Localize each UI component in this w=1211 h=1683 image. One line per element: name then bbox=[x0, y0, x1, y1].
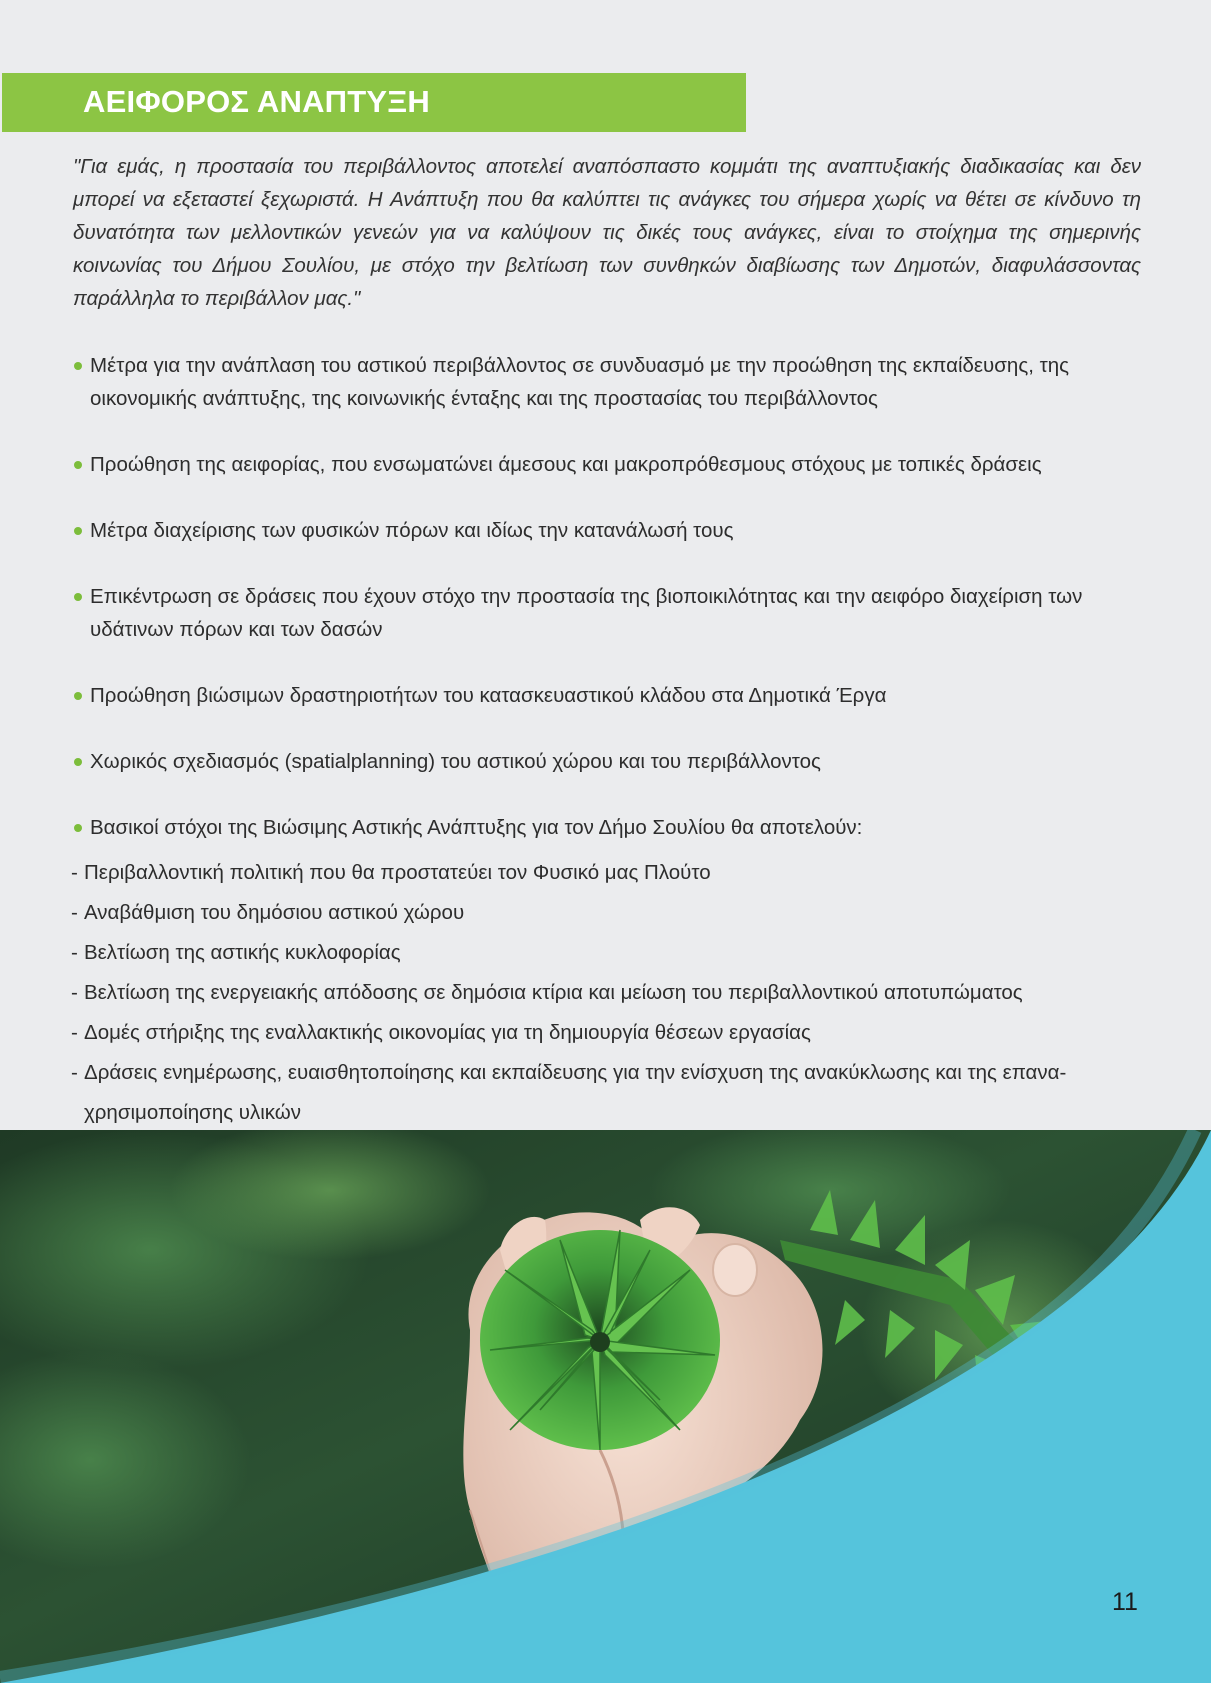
goal-item-text: Βελτίωση της ενεργειακής απόδοσης σε δημόσια κτίρια και μείωση του περιβαλλοντικού αποτυπώματος bbox=[84, 981, 1023, 1004]
intro-quote: "Για εμάς, η προστασία του περιβάλλοντος αποτελεί αναπόσπαστο κομμάτι της αναπτυξιακής διαδικασίας και δεν μπορεί να εξεταστεί ξεχωριστά. Η Ανάπτυξη που θα καλύπτει τις ανάγκες του σήμερα χωρίς να θέτει σε κίνδυνο τη δυνατότητα των μελλοντικών γενεών για να καλύψουν τις δικές τους ανάγκες, είναι το στοίχημα της σημερινής κοινωνίας του Δήμου Σουλίου, με στόχο την βελτίωση των συνθηκών διαβίωσης των Δημοτών, διαφυλάσσοντας παράλληλα το περιβάλλον μας." bbox=[73, 155, 1141, 310]
list-item-text: Χωρικός σχεδιασμός (spatialplanning) του αστικού χώρου και του περιβάλλοντος bbox=[90, 750, 821, 773]
goal-item bbox=[71, 1053, 1151, 1133]
list-item bbox=[73, 514, 1153, 547]
section-title: ΑΕΙΦΟΡΟΣ ΑΝΑΠΤΥΞΗ bbox=[83, 84, 430, 119]
list-item bbox=[73, 811, 1153, 844]
list-item-text: Μέτρα για την ανάπλαση του αστικού περιβάλλοντος σε συνδυασμό με την προώθηση της εκπαίδευσης, της οικονομικής ανάπτυξης, της κοινωνικής ένταξης και της προστασίας του περιβάλλοντος bbox=[90, 354, 1069, 410]
goal-item-text: Περιβαλλοντική πολιτική που θα προστατεύει τον Φυσικό μας Πλούτο bbox=[84, 861, 711, 884]
dash-marker: - bbox=[71, 861, 78, 884]
list-item bbox=[73, 448, 1153, 481]
green-dot-icon bbox=[74, 758, 82, 766]
goal-item bbox=[71, 893, 1151, 933]
hands-holding-plant-photo bbox=[0, 1130, 1211, 1683]
green-dot-icon bbox=[74, 362, 82, 370]
page-number: 11 bbox=[1112, 1588, 1138, 1616]
dash-marker: - bbox=[71, 1021, 78, 1044]
green-dot-icon bbox=[74, 527, 82, 535]
succulent-plant bbox=[480, 1230, 720, 1450]
measures-list bbox=[73, 349, 1153, 849]
list-item-text: Προώθηση της αειφορίας, που ενσωματώνει άμεσους και μακροπρόθεσμους στόχους με τοπικές δράσεις bbox=[90, 453, 1042, 476]
goal-item bbox=[71, 933, 1151, 973]
list-item-text: Βασικοί στόχοι της Βιώσιμης Αστικής Ανάπτυξης για τον Δήμο Σουλίου θα αποτελούν: bbox=[90, 816, 863, 839]
goal-item bbox=[71, 1013, 1151, 1053]
green-dot-icon bbox=[74, 824, 82, 832]
list-item bbox=[73, 745, 1153, 778]
goal-item bbox=[71, 973, 1151, 1013]
goal-item bbox=[71, 853, 1151, 893]
goal-item-text: Δομές στήριξης της εναλλακτικής οικονομίας για τη δημιουργία θέσεων εργασίας bbox=[84, 1021, 811, 1044]
list-item bbox=[73, 349, 1153, 415]
list-item bbox=[73, 679, 1153, 712]
dash-marker: - bbox=[71, 901, 78, 924]
dash-marker: - bbox=[71, 941, 78, 964]
dash-marker: - bbox=[71, 1061, 78, 1084]
list-item bbox=[73, 580, 1153, 646]
list-item-text: Μέτρα διαχείρισης των φυσικών πόρων και ιδίως την κατανάλωσή τους bbox=[90, 519, 734, 542]
goal-item-text-continued: χρησιμοποίησης υλικών bbox=[84, 1101, 302, 1124]
green-dot-icon bbox=[74, 593, 82, 601]
green-dot-icon bbox=[74, 692, 82, 700]
section-title-bar bbox=[2, 73, 746, 132]
list-item-text: Προώθηση βιώσιμων δραστηριοτήτων του κατασκευαστικού κλάδου στα Δημοτικά Έργα bbox=[90, 684, 887, 707]
goal-item-text: Βελτίωση της αστικής κυκλοφορίας bbox=[84, 941, 401, 964]
green-dot-icon bbox=[74, 461, 82, 469]
goal-item-text: Αναβάθμιση του δημόσιου αστικού χώρου bbox=[84, 901, 465, 924]
goal-item-text: Δράσεις ενημέρωσης, ευαισθητοποίησης και εκπαίδευσης για την ενίσχυση της ανακύκλωσης και της επανα- bbox=[84, 1061, 1067, 1084]
dash-marker: - bbox=[71, 981, 78, 1004]
list-item-text: Επικέντρωση σε δράσεις που έχουν στόχο την προστασία της βιοποικιλότητας και την αειφόρο διαχείριση των υδάτινων πόρων και των δασών bbox=[90, 585, 1083, 641]
goals-list bbox=[71, 853, 1151, 1133]
